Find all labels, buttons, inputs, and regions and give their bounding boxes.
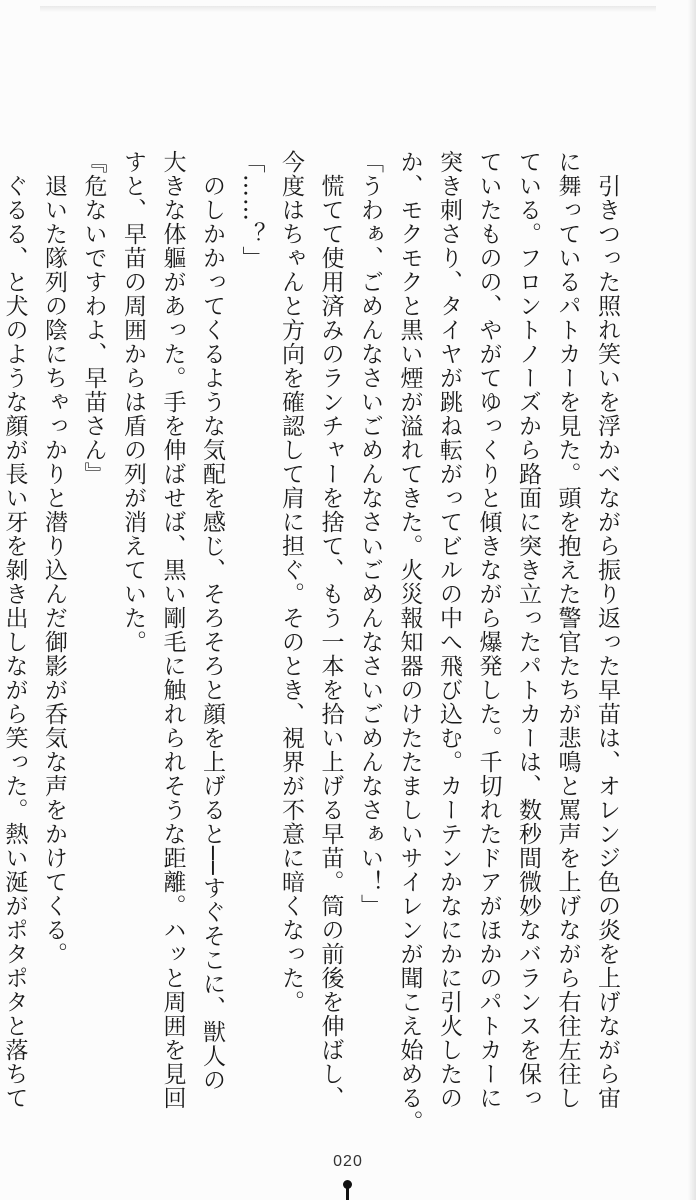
- text-line: のしかかってくるような気配を感じ、そろそろと顔を上げると──すぐそこに、獣人の: [199, 150, 225, 1092]
- text-line: か、モクモクと黒い煙が溢れてきた。火災報知器のけたたましいサイレンが聞こえ始める。: [396, 150, 423, 1134]
- text-line: 「……？」: [238, 150, 265, 270]
- text-line: ている。フロントノーズから路面に突き立ったパトカーは、数秒間微妙なバランスを保っ: [515, 150, 541, 1110]
- page-number: 020: [333, 1153, 363, 1170]
- text-line: 慌てて使用済みのランチャーを捨て、もう一本を拾い上げる早苗。筒の前後を伸ばし、: [317, 150, 344, 1110]
- scan-edge-shadow: [40, 6, 656, 12]
- text-line: 『危ないですわよ、早苗さん』: [80, 150, 107, 486]
- text-line: 引きつった照れ笑いを浮かべながら振り返った早苗は、オレンジ色の炎を上げながら宙: [594, 150, 620, 1110]
- text-line: すと、早苗の周囲からは盾の列が消えていた。: [120, 150, 146, 654]
- text-line: に舞っているパトカーを見た。頭を抱えた警官たちが悲鳴と罵声を上げながら右往左往し: [554, 150, 581, 1110]
- text-line: 退いた隊列の陰にちゃっかりと潜り込んだ御影が呑気な声をかけてくる。: [41, 150, 67, 966]
- text-line: ぐるる、と犬のような顔が長い牙を剝き出しながら笑った。熱い涎がポタポタと落ちて: [1, 150, 28, 1110]
- text-line: 今度はちゃんと方向を確認して肩に担ぐ。そのとき、視界が不意に暗くなった。: [278, 150, 304, 1014]
- text-line: 「うわぁ、ごめんなさいごめんなさいごめんなさいごめんなさぁい！」: [357, 150, 383, 918]
- folio-stem: [346, 1188, 349, 1200]
- text-line: ていたものの、やがてゆっくりと傾きながら爆発した。千切れたドアがほかのパトカーに: [475, 150, 502, 1110]
- page-gutter-shadow: [688, 0, 696, 1200]
- vertical-text-body: [1, 150, 626, 1134]
- text-line: 大きな体軀があった。手を伸ばせば、黒い剛毛に触れられそうな距離。ハッと周囲を見回: [159, 150, 186, 1110]
- text-line: 突き刺さり、タイヤが跳ね転がってビルの中へ飛び込む。カーテンかなにかに引火したの: [436, 150, 462, 1110]
